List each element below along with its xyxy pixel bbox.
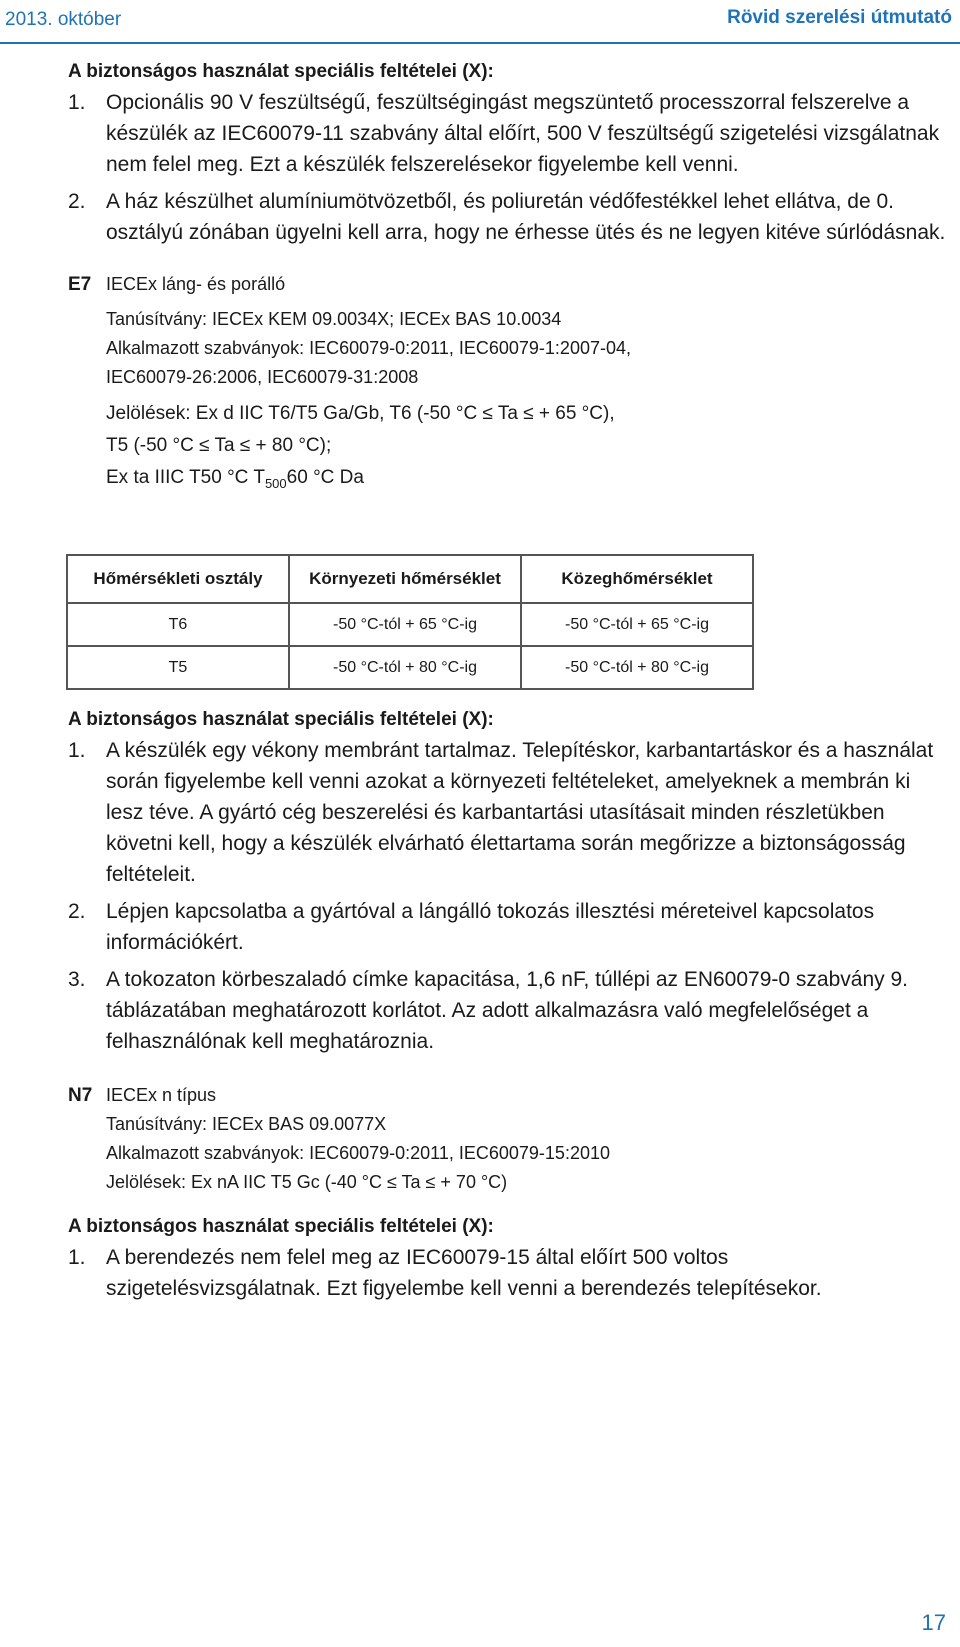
conditions-section-3 bbox=[68, 1215, 948, 1304]
markings-text: Ex ta IIIC T50 °C T bbox=[106, 467, 265, 488]
header-divider bbox=[0, 42, 960, 44]
list-text: A készülék egy vékony membránt tartalmaz. Telepítéskor, karbantartáskor és a használat során figyelembe kell venni azokat a környezeti feltételeket, amelyeknek a membrán ki lesz téve. A gyártó cég beszerelési és karbantartási utasításait minden részletükben követni kell, hogy a készülék elvárható élettartama során megőrizze a biztonságosság feltételeit. bbox=[106, 739, 934, 886]
table-cell: -50 °C-tól + 65 °C-ig bbox=[289, 603, 521, 646]
cert-markings-line-3 bbox=[106, 462, 948, 500]
list-text: Lépjen kapcsolatba a gyártóval a lángálló tokozás illesztési méreteivel kapcsolatos információkért. bbox=[106, 900, 875, 954]
cert-number: Tanúsítvány: IECEx KEM 09.0034X; IECEx BAS 10.0034 bbox=[106, 309, 562, 329]
markings-text-end: 60 °C Da bbox=[286, 467, 364, 488]
list-number: 3. bbox=[68, 968, 86, 991]
n7-certification bbox=[68, 1081, 948, 1197]
list-item bbox=[68, 735, 948, 890]
section-heading: A biztonságos használat speciális feltételei (X): bbox=[68, 709, 494, 730]
list-text: A tokozaton körbeszaladó címke kapacitása, 1,6 nF, túllépi az EN60079-0 szabvány 9. táblázatában meghatározott korlátot. Az adott alkalmazásra való megfelelőséget a felhasználónak kell meghatároznia. bbox=[106, 968, 908, 1053]
cert-standards: Alkalmazott szabványok: IEC60079-0:2011, IEC60079-15:2010 bbox=[106, 1143, 610, 1163]
e7-certification bbox=[68, 270, 948, 500]
list-item bbox=[68, 896, 948, 958]
table-row bbox=[67, 646, 753, 689]
list-number: 1. bbox=[68, 91, 86, 114]
cert-markings-line-1: Jelölések: Ex d IIC T6/T5 Ga/Gb, T6 (-50 °C ≤ Ta ≤ + 65 °C), bbox=[106, 403, 615, 424]
table-cell: T6 bbox=[67, 603, 289, 646]
list-number: 1. bbox=[68, 739, 86, 762]
cert-markings-line-2: T5 (-50 °C ≤ Ta ≤ + 80 °C); bbox=[106, 435, 332, 456]
list-number: 2. bbox=[68, 190, 86, 213]
list-number: 2. bbox=[68, 900, 86, 923]
conditions-section-2 bbox=[68, 708, 948, 1057]
cert-title: IECEx láng- és porálló bbox=[106, 274, 286, 294]
list-item bbox=[68, 87, 948, 180]
list-item bbox=[68, 1242, 948, 1304]
column-header-temperature-class: Hőmérsékleti osztály bbox=[67, 555, 289, 603]
table-cell: -50 °C-tól + 80 °C-ig bbox=[521, 646, 753, 689]
page-number: 17 bbox=[921, 1610, 946, 1635]
table-cell: -50 °C-tól + 65 °C-ig bbox=[521, 603, 753, 646]
cert-markings: Jelölések: Ex nA IIC T5 Gc (-40 °C ≤ Ta ≤ + 70 °C) bbox=[106, 1172, 508, 1192]
cert-standards-line-2: IEC60079-26:2006, IEC60079-31:2008 bbox=[106, 367, 419, 387]
page-content bbox=[68, 60, 948, 1310]
list-text: Opcionális 90 V feszültségű, feszültségingást megszüntető processzorral felszerelve a készülék az IEC60079-11 szabvány által előírt, 500 V feszültségű szigetelési vizsgálatnak nem felel meg. Ezt a készülék felszerelésekor figyelembe kell venni. bbox=[106, 91, 940, 176]
cert-standards-line-1: Alkalmazott szabványok: IEC60079-0:2011, IEC60079-1:2007-04, bbox=[106, 338, 631, 358]
conditions-section-1 bbox=[68, 60, 948, 248]
conditions-list bbox=[68, 87, 948, 248]
conditions-list bbox=[68, 735, 948, 1057]
cert-code: E7 bbox=[68, 274, 92, 295]
header-title: Rövid szerelési útmutató bbox=[727, 7, 952, 28]
page-header bbox=[0, 0, 960, 46]
table-cell: -50 °C-tól + 80 °C-ig bbox=[289, 646, 521, 689]
section-heading: A biztonságos használat speciális feltételei (X): bbox=[68, 61, 494, 82]
list-text: A ház készülhet alumíniumötvözetből, és poliuretán védőfestékkel lehet ellátva, de 0. osztályú zónában ügyelni kell arra, hogy ne érhesse ütés és ne legyen kitéve súrlódásnak. bbox=[106, 190, 946, 244]
table-header-row bbox=[67, 555, 753, 603]
table-cell: T5 bbox=[67, 646, 289, 689]
cert-code: N7 bbox=[68, 1085, 93, 1106]
list-text: A berendezés nem felel meg az IEC60079-15 által előírt 500 voltos szigetelésvizsgálatnak. Ezt figyelembe kell venni a berendezés telepítésekor. bbox=[106, 1246, 822, 1300]
column-header-ambient-temperature: Környezeti hőmérséklet bbox=[289, 555, 521, 603]
list-item bbox=[68, 964, 948, 1057]
table-row bbox=[67, 603, 753, 646]
list-number: 1. bbox=[68, 1246, 86, 1269]
conditions-list bbox=[68, 1242, 948, 1304]
header-date: 2013. október bbox=[5, 9, 122, 30]
markings-subscript: 500 bbox=[264, 476, 287, 491]
cert-number: Tanúsítvány: IECEx BAS 09.0077X bbox=[106, 1114, 387, 1134]
list-item bbox=[68, 186, 948, 248]
column-header-process-temperature: Közeghőmérséklet bbox=[521, 555, 753, 603]
temperature-table bbox=[66, 554, 754, 690]
cert-title: IECEx n típus bbox=[106, 1085, 217, 1105]
section-heading: A biztonságos használat speciális feltételei (X): bbox=[68, 1216, 494, 1237]
